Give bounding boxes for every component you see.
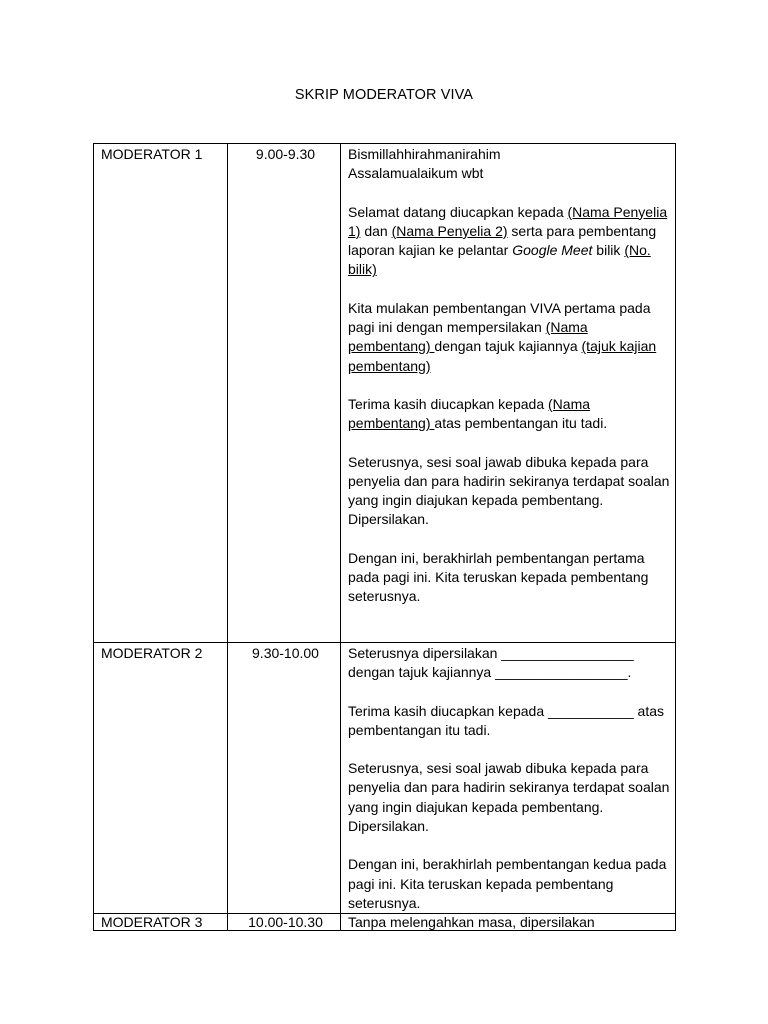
script-paragraph: Dengan ini, berakhirlah pembentangan kedua pada pagi ini. Kita teruskan kepada pembentang seterusnya. [348, 856, 667, 911]
placeholder-text: (Nama Penyelia 1) [348, 203, 668, 239]
script-text: dengan tajuk kajiannya [434, 338, 582, 355]
placeholder-text: (No. bilik) [348, 242, 651, 278]
script-text: atas pembentangan itu tadi. [434, 415, 608, 432]
placeholder-text: (Nama pembentang) [348, 395, 591, 432]
greeting-line: Assalamualaikum wbt [348, 165, 484, 182]
placeholder-text: (tajuk kajian pembentang) [348, 338, 657, 374]
time-cell: 9.30-10.00 [228, 643, 341, 914]
time-cell: 10.00-10.30 [228, 914, 341, 931]
page-title: SKRIP MODERATOR VIVA [294, 87, 474, 103]
script-paragraph: Dengan ini, berakhirlah pembentangan pertama pada pagi ini. Kita teruskan kepada pembentang seterusnya. [348, 549, 649, 605]
script-cell [341, 643, 676, 914]
script-text: dan [360, 222, 392, 239]
script-cell [341, 914, 676, 931]
script-text: serta para pembentang laporan kajian ke pelantar [348, 222, 657, 259]
placeholder-text: (Nama pembentang) [348, 319, 588, 355]
moderator-cell: MODERATOR 1 [94, 144, 228, 643]
script-paragraph: Seterusnya, sesi soal jawab dibuka kepada para penyelia dan para hadirin sekiranya terdapat soalan yang ingin diajukan kepada pembentang. Dipersilakan. [348, 453, 670, 528]
script-text: bilik [592, 242, 625, 259]
table-row [94, 144, 676, 643]
script-paragraph [348, 395, 671, 434]
time-cell: 9.00-9.30 [228, 144, 341, 643]
script-text: Terima kasih diucapkan kepada [348, 395, 549, 412]
moderator-cell: MODERATOR 2 [94, 643, 228, 914]
script-paragraph [348, 203, 671, 280]
placeholder-text: (Nama Penyelia 2) [391, 222, 508, 239]
script-paragraph [348, 145, 671, 184]
script-paragraph: Seterusnya, sesi soal jawab dibuka kepada para penyelia dan para hadirin sekiranya terdapat soalan yang ingin diajukan kepada pembentang. Dipersilakan. [348, 760, 670, 835]
platform-name: Google Meet [512, 242, 593, 259]
script-paragraph [348, 299, 671, 376]
moderator-script-table [93, 143, 676, 931]
script-text: Kita mulakan pembentangan VIVA pertama pada pagi ini dengan mempersilakan [348, 299, 651, 336]
script-paragraph: Terima kasih diucapkan kepada ___________ atas pembentangan itu tadi. [348, 702, 665, 738]
script-cell [341, 144, 676, 643]
greeting-line: Bismillahhirahmanirahim [348, 146, 501, 162]
table-row [94, 643, 676, 914]
script-paragraph: Tanpa melengahkan masa, dipersilakan [348, 914, 595, 931]
script-paragraph: Seterusnya dipersilakan _________________ dengan tajuk kajiannya _________________. [348, 645, 634, 681]
moderator-cell: MODERATOR 3 [94, 914, 228, 931]
table-row [94, 914, 676, 931]
script-text: Selamat datang diucapkan kepada [348, 203, 568, 220]
